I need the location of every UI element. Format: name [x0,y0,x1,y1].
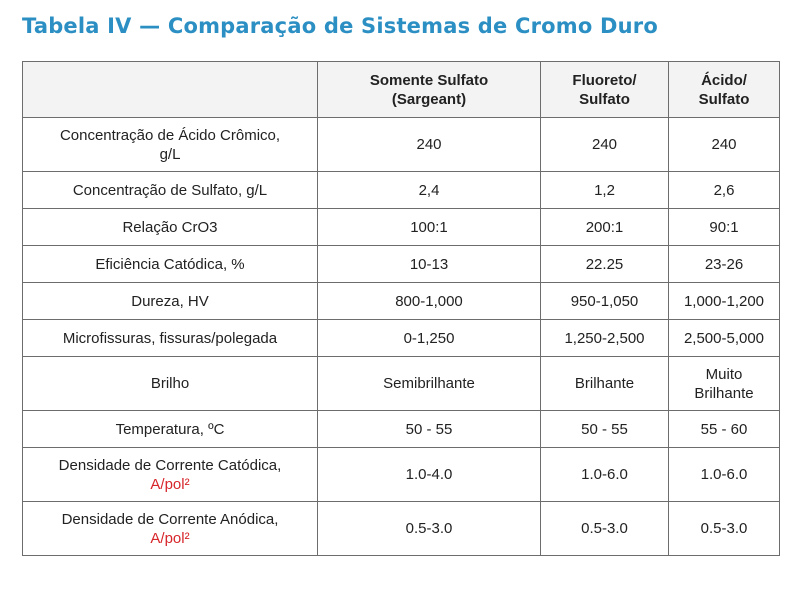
table-row [23,283,780,320]
table-cell: 240 [541,118,669,172]
table-row [23,172,780,209]
row-label-line: g/L [159,145,181,163]
header-line: Somente Sulfato [369,71,489,89]
table-cell: 1,2 [541,172,669,209]
header-col-acido [669,62,780,118]
header-corner-cell [23,62,318,118]
row-label-line: Densidade de Corrente Anódica, [61,510,279,528]
table-cell: 2,500-5,000 [669,320,780,357]
table-cell: 0-1,250 [318,320,541,357]
row-label: Brilho [23,357,318,411]
row-label: Concentração de Sulfato, g/L [23,172,318,209]
row-label [23,502,318,556]
table-cell: 800-1,000 [318,283,541,320]
table-cell: 2,6 [669,172,780,209]
table-cell: Muito Brilhante [669,357,780,411]
table-cell: 0.5-3.0 [318,502,541,556]
table-cell: 50 - 55 [318,411,541,448]
table-cell: 200:1 [541,209,669,246]
header-line: (Sargeant) [391,90,467,108]
table-cell: 1,000-1,200 [669,283,780,320]
row-label: Dureza, HV [23,283,318,320]
row-label-line: Concentração de Ácido Crômico, [59,126,281,144]
table-cell: 1,250-2,500 [541,320,669,357]
row-label [23,118,318,172]
table-cell: 0.5-3.0 [541,502,669,556]
table-cell: 23-26 [669,246,780,283]
header-line: Ácido/ [701,71,747,89]
table-cell: 22.25 [541,246,669,283]
row-unit-label: A/pol² [150,529,190,547]
table-cell: 55 - 60 [669,411,780,448]
comparison-table [22,61,780,556]
header-line: Sulfato [698,90,750,108]
row-label: Temperatura, ºC [23,411,318,448]
table-row [23,320,780,357]
row-label-line: Densidade de Corrente Catódica, [58,456,282,474]
table-row [23,411,780,448]
table-cell: 90:1 [669,209,780,246]
table-row [23,448,780,502]
table-cell: 50 - 55 [541,411,669,448]
table-row [23,357,780,411]
table-cell: 950-1,050 [541,283,669,320]
page-title: Tabela IV — Comparação de Sistemas de Cromo Duro [22,14,658,38]
table-cell: Brilhante [541,357,669,411]
header-row [23,62,780,118]
table-row [23,502,780,556]
header-line: Sulfato [579,90,630,108]
row-label [23,448,318,502]
row-label: Microfissuras, fissuras/polegada [23,320,318,357]
table-cell: 0.5-3.0 [669,502,780,556]
row-unit-label: A/pol² [150,475,190,493]
table-cell: 2,4 [318,172,541,209]
table-cell: 10-13 [318,246,541,283]
table-cell: 240 [669,118,780,172]
table-cell: 1.0-6.0 [669,448,780,502]
table-row [23,118,780,172]
row-label: Relação CrO3 [23,209,318,246]
header-col-sargeant [318,62,541,118]
header-line: Fluoreto/ [572,71,637,89]
table-row [23,246,780,283]
table-cell: 1.0-6.0 [541,448,669,502]
table-row [23,209,780,246]
table-cell: Semibrilhante [318,357,541,411]
table-cell: 240 [318,118,541,172]
table-cell: 1.0-4.0 [318,448,541,502]
row-label: Eficiência Catódica, % [23,246,318,283]
table-cell: 100:1 [318,209,541,246]
header-col-fluoreto [541,62,669,118]
